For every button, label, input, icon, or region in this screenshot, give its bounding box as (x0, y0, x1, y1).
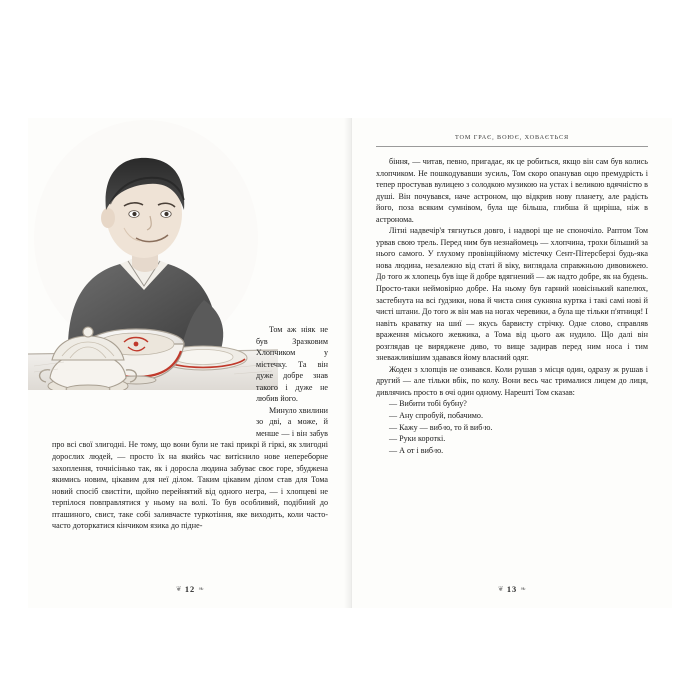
running-head: ТОМ ГРАЄ, ВОЮЄ, ХОВАЄТЬСЯ (454, 134, 570, 141)
paragraph: біння, — читав, певно, пригадає, як це робиться, якщо він сам був колись хлопчиком. Не пошкодувавши зусиль, Том скоро опанував оцю премудрість і тепер простував вулицею з солодкою музикою на устах і великою вдячністю в душі. Він почувався, наче астроном, що відкрив нову планету, але радість його, поза всяким сумнівом, була ще більша, глибша й щиріша, ніж в астронома. (376, 157, 648, 224)
left-page-text-column (52, 324, 328, 532)
folio-right (352, 585, 672, 594)
dialogue-line: — Ану спробуй, побачимо. (389, 411, 483, 421)
page-number: 12 (184, 585, 196, 594)
paragraph: Минуло хвилини зо дві, а може, й менше — і він забув про всі свої злигодні. Не тому, що вони були не такі прикрі й гіркі, як злигодні дорослих людей, — просто їх на якийсь час витіснило нове непереборне захоплення, точнісінько так, як і доросла людина забуває своє горе, збуджена якимись новим, цікавим для неї ділом. Таким цікавим ділом став для Тома новий спосіб свистіти, щойно перейнятий від одного негра, — і хлопцеві не терпілося повправлятися у ньому на волі. То був особливий, подібний до пташиного, свист, таке собі заливчасте туркотіння, яке виходить, коли часто-часто доторкатися кінчиком язика до підне- (52, 405, 328, 531)
left-page (28, 118, 352, 608)
dialogue-line: — Кажу — вибۥю, то й вибۥю. (389, 422, 493, 432)
page-number: 13 (506, 585, 518, 594)
running-head-rule (376, 146, 648, 147)
paragraph: Жоден з хлопців не озивався. Коли рушав з місця один, одразу ж рушав і другий — але тільки вбік, по колу. Вони весь час трималися лицем до лиця, дивлячись просто в очі один одному. Нарешті Том сказав: (376, 364, 648, 397)
illustration-text-wrap-spacer (52, 324, 256, 436)
folio-ornament-left-icon: ❦ (175, 585, 182, 593)
dialogue-line: — А от і вибۥю. (389, 445, 444, 455)
folio-ornament-right-icon: ❧ (520, 585, 527, 593)
right-page (352, 118, 672, 608)
folio-ornament-right-icon: ❧ (198, 585, 205, 593)
dialogue-line: — Руки короткі. (389, 434, 446, 444)
paragraph: Літні надвечір'я тягнуться довго, і надворі ще не споночіло. Раптом Том урвав свою трель. Перед ним був незнайомець — хлопчина, трохи більший за нього самого. У глухому провінційному містечку Сент-Пітерсберзі будь-яка нова людина, незалежно від статі й віку, виглядала справжньою дивовижею. До того ж хлопець був іще й добре вдягнений — аж надто добре, як на будень. Просто-таки неймовірно добре. На ньому був гарний новісінький капелюх, застебнута на всі ґудзики, нова й чиста синя сукняна куртка і такі самі нові й чисті штани. До того ж він мав на ногах черевики, а була ще тільки п'ятниця! І навіть краватку на шиї — якусь барвисту стрічку. Одне слово, справляв враження міського жевжика, а Тома від цього аж нудило. Що далі він розглядав це виряджене диво, то вище задирав перед ним носа і тим зневажливішим здавався йому власний одяг. (376, 226, 648, 363)
folio-ornament-left-icon: ❦ (497, 585, 504, 593)
dialogue-line: — Вибити тобі бубну? (389, 399, 467, 409)
paragraph: Том аж ніяк не був Зразковим Хлопчиком у містечку. Та він дуже добре знав такого і дуже не любив його. (256, 325, 328, 404)
folio-left (28, 585, 352, 594)
right-page-text-column (376, 156, 648, 456)
